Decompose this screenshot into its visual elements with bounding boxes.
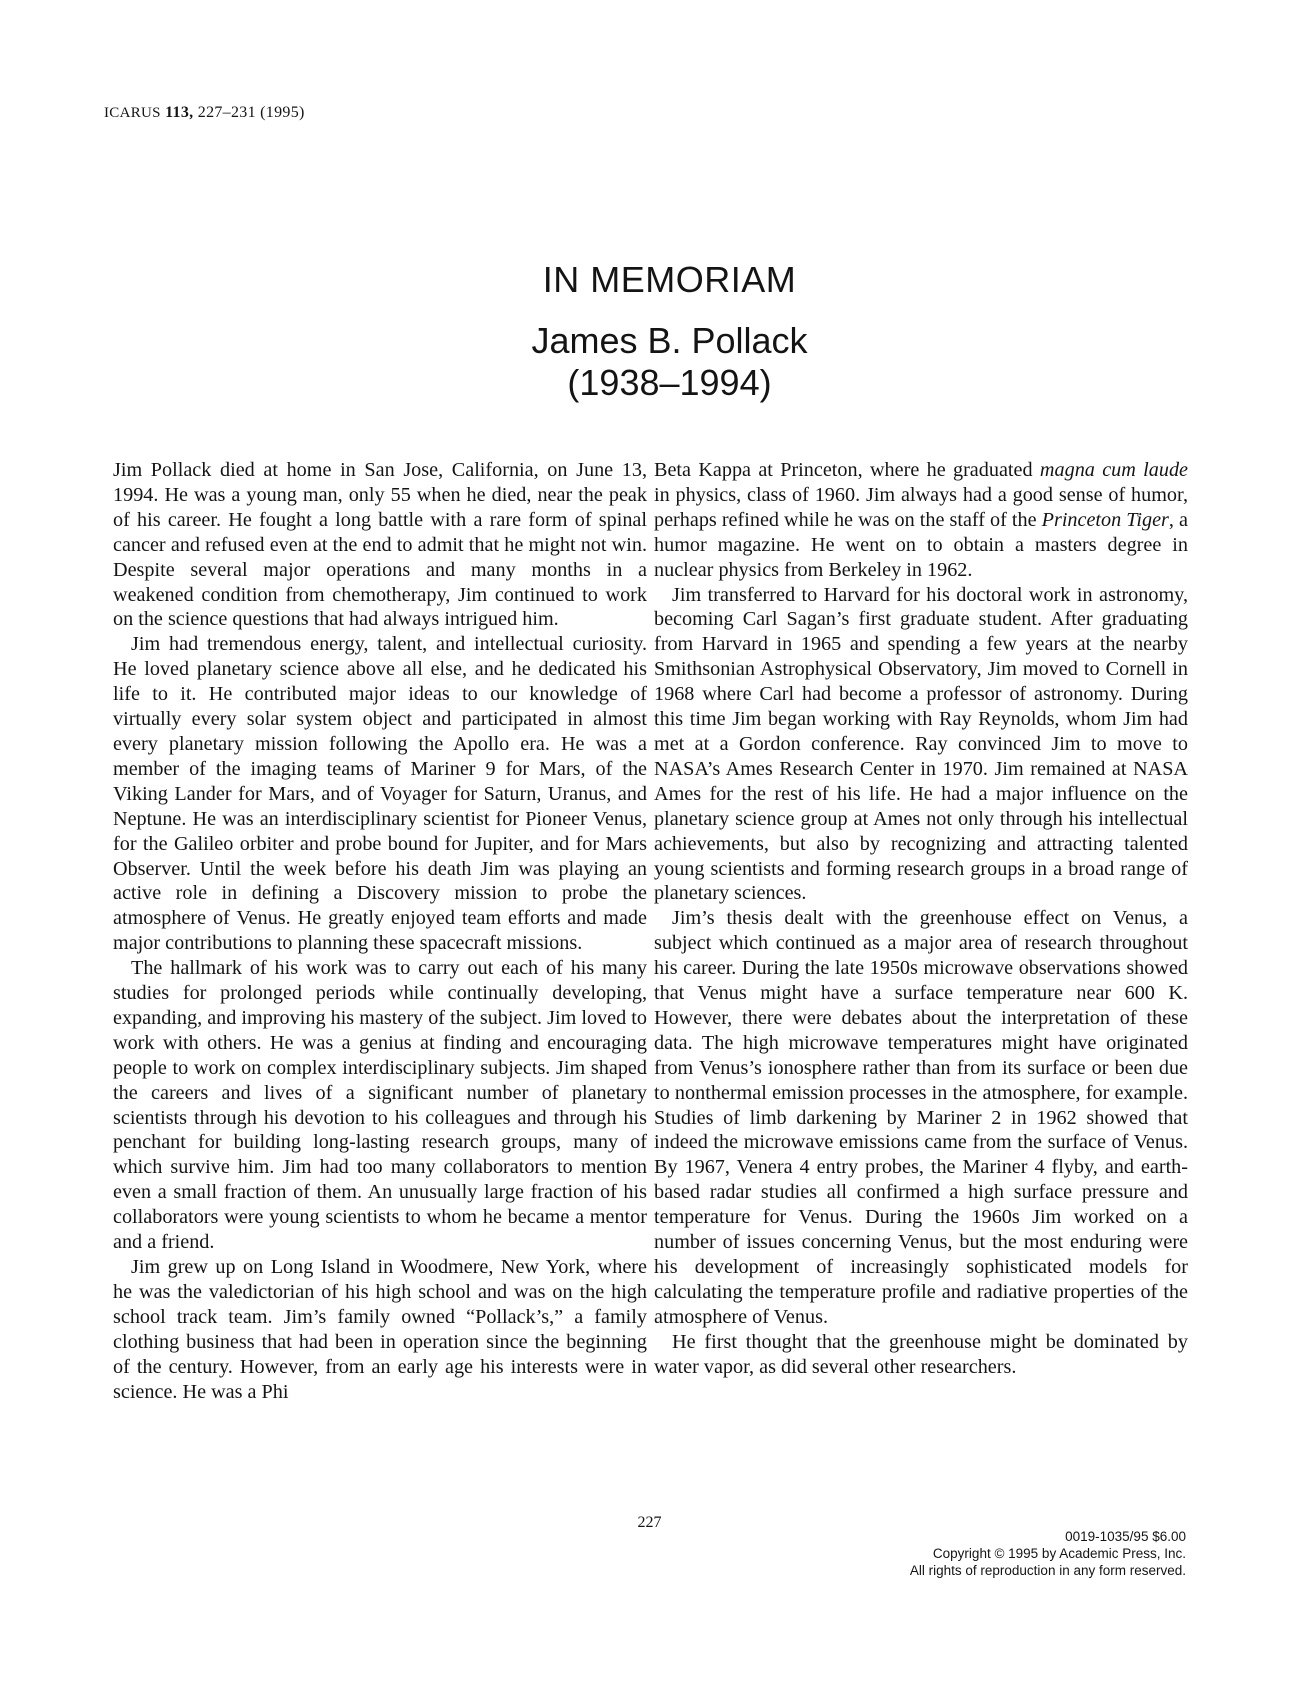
journal-name: ICARUS — [104, 105, 161, 121]
text-run: Beta Kappa at Princeton, where he graduated — [654, 459, 1040, 481]
italic-phrase: Princeton Tiger — [1041, 508, 1169, 531]
paragraph: He first thought that the greenhouse might be dominated by water vapor, as did several other researchers. — [654, 1330, 1188, 1378]
paragraph: Jim transferred to Harvard for his doctoral work in astronomy, becoming Carl Sagan’s first graduate student. After graduating from Harvard in 1965 and spending a few years at the nearby Smithsonian Astrophysical Observatory, Jim moved to Cornell in 1968 where Carl had become a professor of astronomy. During this time Jim began working with Ray Reynolds, whom Jim had met at a Gordon conference. Ray convinced Jim to move to NASA’s Ames Research Center in 1970. Jim remained at NASA Ames for the rest of his life. He had a major influence on the planetary science group at Ames not only through his intellectual achievements, but also by recognizing and attracting talented young scientists and forming research groups in a broad range of planetary sciences. — [654, 583, 1188, 905]
paragraph: Jim Pollack died at home in San Jose, California, on June 13, 1994. He was a young man, only 55 when he died, near the peak of his career. He fought a long battle with a rare form of spinal cancer and refused even at the end to admit that he might not win. Despite several major operations and many months in a weakened condition from chemotherapy, Jim continued to work on the science questions that had always intrigued him. — [113, 459, 647, 631]
running-head — [104, 104, 305, 122]
paragraph: Jim had tremendous energy, talent, and intellectual curiosity. He loved planetary science above all else, and he dedicated his life to it. He contributed major ideas to our knowledge of virtually every solar system object and participated in almost every planetary mission following the Apollo era. He was a member of the imaging teams of Mariner 9 for Mars, of the Viking Lander for Mars, and of Voyager for Saturn, Uranus, and Neptune. He was an interdisciplinary scientist for Pioneer Venus, for the Galileo orbiter and probe bound for Jupiter, and for Mars Observer. Until the week before his death Jim was playing an active role in defining a Discovery mission to probe the atmosphere of Venus. He greatly enjoyed team efforts and made major contributions to planning these spacecraft missions. — [113, 633, 647, 955]
title-block — [0, 258, 1299, 404]
memorial-dates: (1938–1994) — [567, 362, 772, 403]
page-number: 227 — [637, 1514, 662, 1531]
right-column — [654, 458, 1188, 1380]
memorial-name: James B. Pollack — [531, 320, 808, 361]
journal-pages-year: 227–231 (1995) — [197, 104, 305, 121]
copyright-line: Copyright © 1995 by Academic Press, Inc. — [932, 1546, 1186, 1561]
page-headline: IN MEMORIAM — [542, 259, 797, 300]
journal-volume: 113, — [165, 104, 194, 121]
left-column — [113, 458, 647, 1404]
text-run: , a humor magazine. He went on to obtain a masters degree in nuclear physics from Berkeley in 1962. — [654, 508, 1188, 581]
paragraph: Jim grew up on Long Island in Woodmere, New York, where he was the valedictorian of his high school and was on the high school track team. Jim’s family owned “Pollack’s,” a family clothing business that had been in operation since the beginning of the century. However, from an early age his interests were in science. He was a Phi — [113, 1256, 647, 1403]
rights-line: All rights of reproduction in any form reserved. — [909, 1563, 1186, 1578]
article-code: 0019-1035/95 $6.00 — [1065, 1529, 1186, 1544]
italic-phrase: magna cum laude — [1039, 459, 1189, 481]
paragraph: Jim’s thesis dealt with the greenhouse effect on Venus, a subject which continued as a major area of research throughout his career. During the late 1950s microwave observations showed that Venus might have a surface temperature near 600 K. However, there were debates about the interpretation of these data. The high microwave temperatures might have originated from Venus’s ionosphere rather than from its surface or been due to nonthermal emission processes in the atmosphere, for example. Studies of limb darkening by Mariner 2 in 1962 showed that indeed the microwave emissions came from the surface of Venus. By 1967, Venera 4 entry probes, the Mariner 4 flyby, and earth-based radar studies all confirmed a high surface pressure and temperature for Venus. During the 1960s Jim worked on a number of issues concerning Venus, but the most enduring were his development of increasingly sophisticated models for calculating the temperature profile and radiative properties of the atmosphere of Venus. — [654, 907, 1188, 1328]
paragraph: The hallmark of his work was to carry out each of his many studies for prolonged periods while continually developing, expanding, and improving his mastery of the subject. Jim loved to work with others. He was a genius at finding and encouraging people to work on complex interdisciplinary subjects. Jim shaped the careers and lives of a significant number of planetary scientists through his devotion to his colleagues and through his penchant for building long-lasting research groups, many of which survive him. Jim had too many collaborators to mention even a small fraction of them. An unusually large fraction of his collaborators were young scientists to whom he became a mentor and a friend. — [113, 957, 647, 1254]
copyright-block — [766, 1528, 1186, 1579]
paragraph — [654, 458, 1188, 583]
text-run: in physics, class of 1960. Jim always had a good sense of humor, perhaps refined while he was on the staff of the — [654, 483, 1188, 531]
